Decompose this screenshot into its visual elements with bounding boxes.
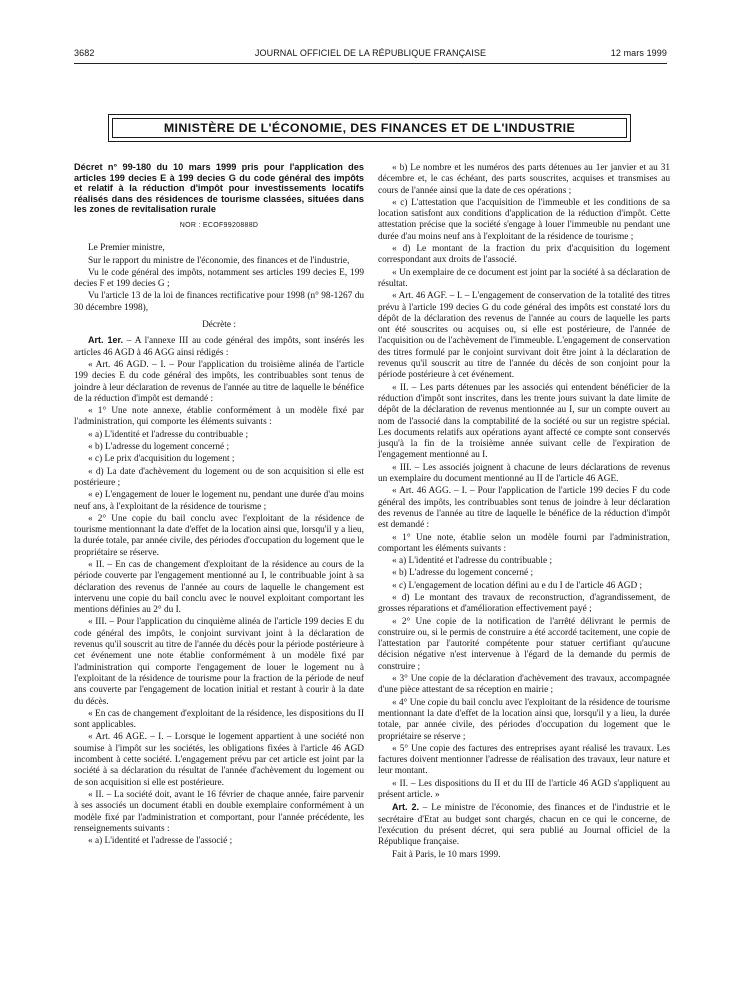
paragraph [378, 744, 670, 778]
publication-date: 12 mars 1999 [610, 48, 667, 58]
paragraph-text: « b) L'adresse du logement concerné ; [88, 442, 230, 453]
paragraph-text: « 1° Une note, établie selon un modèle fourni par l'administration, comportant les éléments suivants : [378, 532, 670, 554]
paragraph [378, 244, 670, 267]
paragraph [378, 674, 670, 697]
paragraph [74, 268, 364, 291]
paragraph [378, 568, 670, 579]
paragraph-text: Le Premier ministre, [88, 243, 165, 254]
paragraph [74, 732, 364, 788]
paragraph [378, 383, 670, 462]
paragraph [74, 490, 364, 513]
paragraph-text: « Un exemplaire de ce document est joint par la société à sa déclaration de résultat. [378, 267, 670, 289]
nor-reference: NOR : ECOF9920888D [179, 221, 259, 229]
paragraph-text: Vu l'article 13 de la loi de finances rectificative pour 1998 (n° 98-1267 du 30 décembre 1998), [74, 291, 364, 313]
page-number: 3682 [74, 48, 95, 58]
paragraph-text: « 1° Une note annexe, établie conformément à un modèle fixé par l'administration, qui comporte les éléments suivants : [74, 406, 364, 428]
paragraph-text: « II. – La société doit, avant le 16 février de chaque année, faire parvenir à ses associés un document établi en double exemplaire conformément à un modèle fixé par l'administration et comportant, pour l'année précédente, les renseignements suivants : [74, 789, 364, 834]
page-header [74, 46, 667, 62]
article-label: Art. 2. [392, 802, 419, 813]
paragraph-text: Décrète : [202, 320, 236, 331]
paragraph [74, 617, 364, 707]
header-rule [74, 63, 667, 64]
paragraph [74, 442, 364, 453]
journal-title: JOURNAL OFFICIEL DE LA RÉPUBLIQUE FRANÇAISE [254, 48, 487, 58]
paragraph [74, 256, 364, 267]
ministry-title: MINISTÈRE DE L'ÉCONOMIE, DES FINANCES ET DE L'INDUSTRIE [163, 121, 576, 135]
paragraph [378, 463, 670, 486]
paragraph-text: « 4° Une copie du bail conclu avec l'exploitant de la résidence de tourisme mentionnant la date d'effet de la location ainsi que, lorsqu'il y a lieu, la durée totale, par année civile, des périodes d'occupation du logement que le propriétaire se réserve ; [378, 697, 670, 742]
paragraph [74, 406, 364, 429]
paragraph-text: Sur le rapport du ministre de l'économie, des finances et de l'industrie, [88, 255, 350, 266]
paragraph-text: « II. – Les dispositions du II et du III de l'article 46 AGD s'appliquent au présent article. » [378, 778, 670, 801]
paragraph-text: « Art. 46 AGD. – I. – Pour l'application du troisième alinéa de l'article 199 decies E du code général des impôts, les contribuables sont tenus de joindre à leur déclaration de revenus de l'année au titre de laquelle le bénéfice de la réduction d'impôt est demandé : [74, 359, 364, 404]
paragraph [74, 430, 364, 441]
paragraph [378, 163, 670, 197]
paragraph [378, 486, 670, 531]
paragraph-text: « b) Le nombre et les numéros des parts détenues au 1er janvier et au 31 décembre et, le cas échéant, des parts souscrites, acquises et transmises au cours de l'année ainsi que la date de ces opérations ; [378, 163, 670, 196]
left-column [74, 162, 364, 848]
paragraph [74, 790, 364, 835]
paragraph [74, 291, 364, 314]
paragraph [74, 709, 364, 732]
paragraph-text: « c) L'attestation que l'acquisition de l'immeuble et les conditions de sa location satisfont aux conditions d'application de la réduction d'impôt. Cette attestation précise que la société s'engage à louer l'immeuble nu pendant une durée d'au moins neuf ans à l'exploitant de la résidence de tourisme ; [378, 197, 670, 242]
paragraph [74, 320, 364, 331]
paragraph-text: – Le ministre de l'économie, des finances et de l'industrie et le secrétaire d'Etat au budget sont chargés, chacun en ce qui le concerne, de l'exécution du présent décret, qui sera publié au Journal officiel de la République française. [378, 803, 670, 848]
paragraph-text: « a) L'identité et l'adresse de l'associé ; [88, 836, 233, 847]
paragraph-text: « c) Le prix d'acquisition du logement ; [88, 454, 235, 465]
paragraph [378, 198, 670, 243]
paragraph-text: « 3° Une copie de la déclaration d'achèvement des travaux, accompagnée d'une pièce attestant de sa réception en mairie ; [378, 674, 670, 696]
paragraph-text: « II. – En cas de changement d'exploitant de la résidence au cours de la période couverte par l'engagement mentionné au I, le contribuable joint à sa déclaration des revenus de l'année au cours de laquelle le changement est intervenu une copie du bail conclu avec le nouvel exploitant comportant les mentions définies au 2° du I. [74, 559, 364, 616]
article-label: Art. 1er. [88, 335, 123, 346]
paragraph-text: Fait à Paris, le 10 mars 1999. [392, 849, 501, 860]
paragraph-text: « III. – Pour l'application du cinquième alinéa de l'article 199 decies E du code général des impôts, le conjoint survivant joint à la déclaration de revenus qu'il souscrit au titre de l'année du décès pour la période postérieure à cet événement une note établie conformément à un modèle fixé par l'administration qui comporte l'engagement de louer le logement nu à l'exploitant de la résidence de tourisme pour la fraction de la période de neuf ans couverte par l'engagement de location initial et restant à courir à la date du décès. [74, 617, 364, 707]
paragraph [378, 779, 670, 802]
paragraph-text: « b) L'adresse du logement concerné ; [392, 568, 534, 579]
paragraph-text: « 2° Une copie de la notification de l'arrêté délivrant le permis de construire ou, si le permis de construire a été accordé tacitement, une copie de l'attestation par l'autorité compétente pour statuer certifiant qu'aucune décision négative n'est intervenue à l'égard de la demande du permis de construire ; [378, 616, 670, 672]
paragraph [378, 556, 670, 567]
paragraph-text: « Art. 46 AGG. – I. – Pour l'application de l'article 199 decies F du code général des impôts, les contribuables sont tenus de joindre à leur déclaration des revenus de l'année au titre de laquelle le bénéfice de la réduction d'impôt est demandé : [378, 486, 670, 531]
paragraph [378, 533, 670, 556]
paragraph-text: « En cas de changement d'exploitant de la résidence, les dispositions du II sont applicables. [74, 708, 364, 731]
paragraph [74, 514, 364, 559]
paragraph-text: « a) L'identité et l'adresse du contribuable ; [88, 429, 249, 440]
paragraph-text: « 2° Une copie du bail conclu avec l'exploitant de la résidence de tourisme mentionnant la date d'effet de la location ainsi que, lorsqu'il y a lieu, la durée totale, par année civile, des périodes d'occupation du logement que le propriétaire se réserve. [74, 513, 364, 558]
paragraph-text: « d) Le montant des travaux de reconstruction, d'agrandissement, de grosses réparations et d'amélioration effectivement payé ; [378, 592, 670, 615]
decree-title: Décret n° 99-180 du 10 mars 1999 pris pour l'application des articles 199 decies E à 199 decies G du code général des impôts et relatif à la réduction d'impôt pour investissements locatifs réalisés dans des résidences de tourisme classées, situées dans les zones de revitalisation rurale [74, 162, 364, 215]
paragraph [378, 617, 670, 673]
paragraph-text: « Art. 46 AGE. – I. – Lorsque le logement appartient à une société non soumise à l'impôt sur les sociétés, les obligations fixées à l'article 46 AGD incombent à cette société. L'engagement prévu par cet article est joint par la société à sa déclaration du résultat de l'année d'achèvement du logement ou de son acquisition si elle est postérieure. [74, 732, 364, 788]
ministry-banner [108, 114, 631, 142]
paragraph [378, 581, 670, 592]
paragraph-text: « 5° Une copie des factures des entreprises ayant réalisé les travaux. Les factures doivent mentionner l'adresse de réalisation des travaux, leur nature et leur montant. [378, 743, 670, 777]
paragraph-text: « e) L'engagement de louer le logement nu, pendant une durée d'au moins neuf ans, à l'exploitant de la résidence de tourisme ; [74, 490, 364, 512]
paragraph [74, 360, 364, 405]
paragraph [378, 698, 670, 743]
paragraph [378, 802, 670, 848]
paragraph-text: – A l'annexe III au code général des impôts, sont insérés les articles 46 AGD à 46 AGG ainsi rédigés : [74, 336, 364, 358]
paragraph [378, 268, 670, 291]
paragraph [74, 454, 364, 465]
paragraph-text: « c) L'engagement de location défini au e du I de l'article 46 AGD ; [392, 580, 643, 591]
paragraph [74, 836, 364, 847]
ministry-banner-inner [112, 118, 627, 138]
paragraph-text: « III. – Les associés joignent à chacune de leurs déclarations de revenus un exemplaire du document mentionné au II de l'article 46 AGE. [378, 462, 670, 485]
paragraph-text: « d) La date d'achèvement du logement ou de son acquisition si elle est postérieure ; [74, 466, 364, 488]
paragraph [74, 243, 364, 254]
paragraph [74, 335, 364, 359]
paragraph-text: « Art. 46 AGF. – I. – L'engagement de conservation de la totalité des titres prévu à l'article 199 decies G du code général des impôts est constaté lors du dépôt de la déclaration des revenus de l'année au cours de laquelle les parts ont été souscrites ou acquises ou, si elle est postérieure, de l'année de l'acquisition ou de l'achèvement de l'immeuble. L'engagement de conservation des titres formulé par le conjoint survivant doit être joint à la déclaration de revenus qu'il souscrit au titre de l'année du décès de son conjoint pour la période postérieure à cet événement. [378, 291, 670, 381]
paragraph [378, 291, 670, 381]
paragraph [74, 467, 364, 490]
right-column [378, 163, 670, 862]
paragraph-text: Vu le code général des impôts, notamment ses articles 199 decies E, 199 decies F et 199 decies G ; [74, 267, 364, 290]
paragraph-text: « d) Le montant de la fraction du prix d'acquisition du logement correspondant aux droits de l'associé. [378, 244, 670, 266]
paragraph-text: « II. – Les parts détenues par les associés qui entendent bénéficier de la réduction d'impôt sont inscrites, dans les trente jours suivant la date limite de dépôt de la déclaration de revenus mentionnée au I, sur un compte ouvert au nom de l'associé dans la comptabilité de la société ou sur un registre spécial. Les documents relatifs aux opérations ayant affecté ce compte sont conservés jusqu'à la fin de la troisième année suivant celle de l'expiration de l'engagement mentionné au I. [378, 382, 670, 461]
paragraph-text: « a) L'identité et l'adresse du contribuable ; [392, 556, 553, 567]
paragraph [378, 850, 670, 861]
paragraph [74, 560, 364, 616]
paragraph [378, 593, 670, 616]
